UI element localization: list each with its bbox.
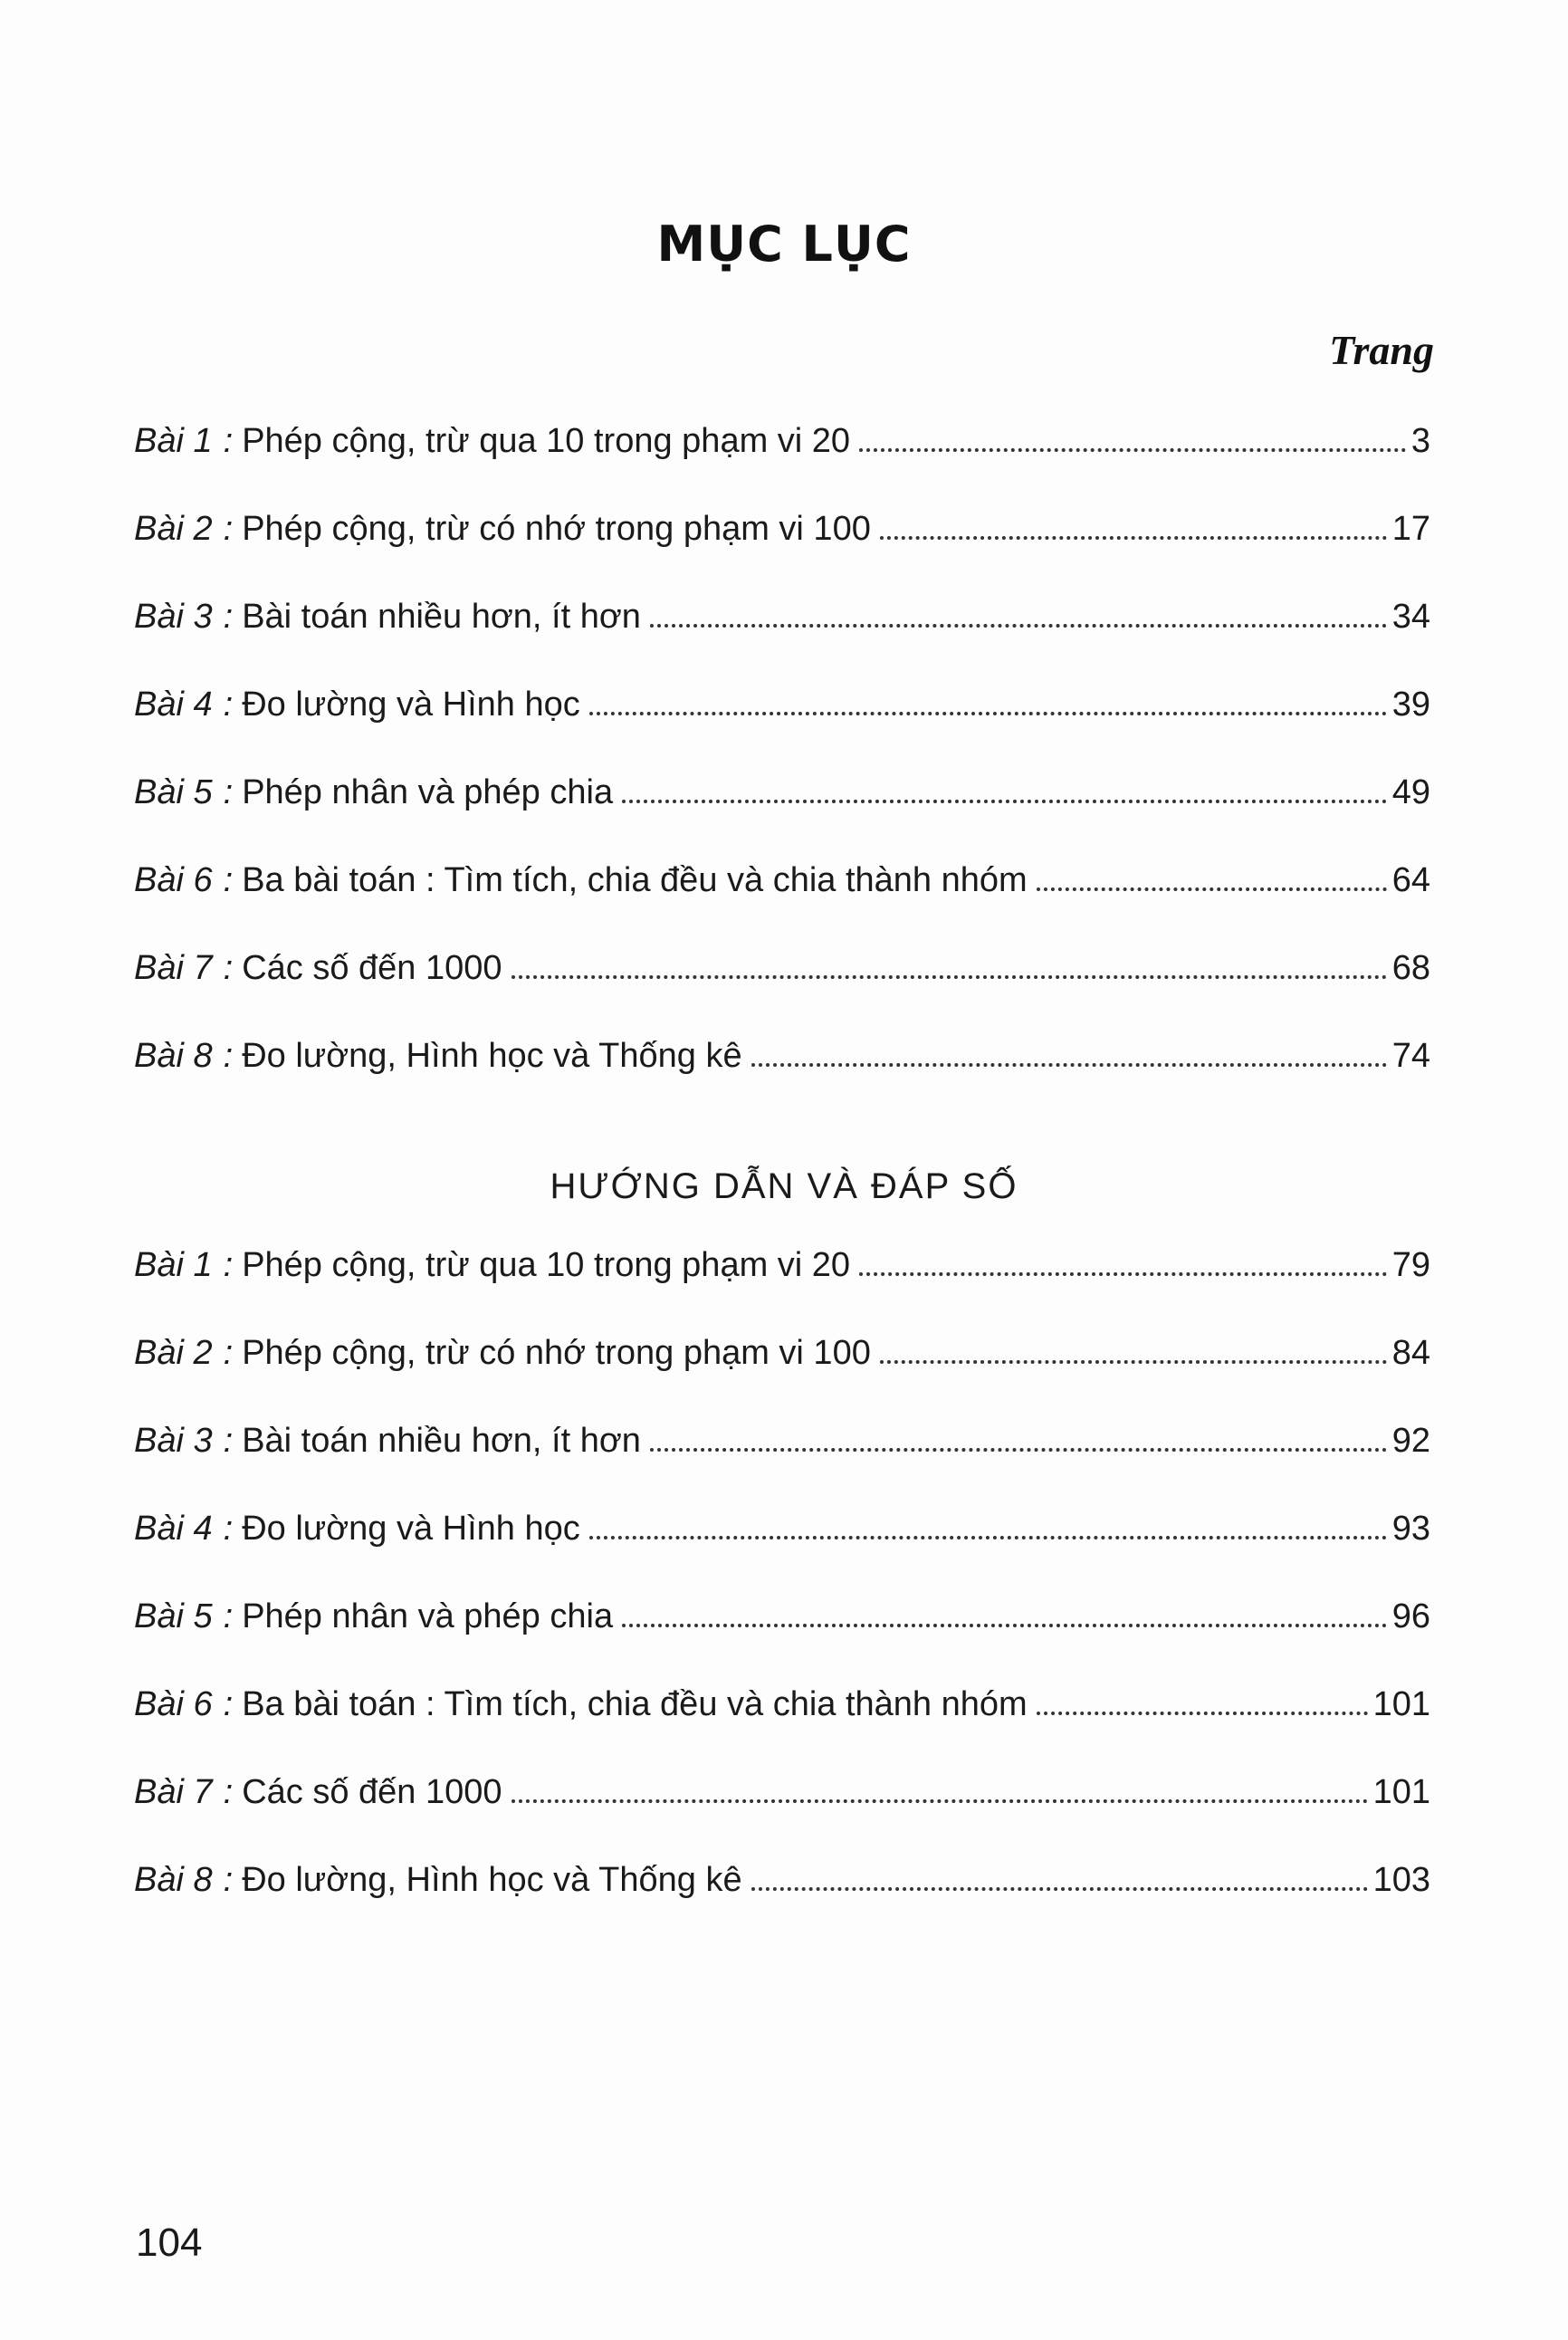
entry-page-number: 34 (1391, 598, 1430, 636)
entry-page-number: 84 (1391, 1334, 1430, 1372)
entry-title: Phép nhân và phép chia (242, 1597, 614, 1635)
dot-leader (880, 1360, 1387, 1364)
entry-page-number: 96 (1391, 1597, 1430, 1635)
dot-leader (512, 975, 1387, 979)
entry-separator: : (223, 598, 234, 636)
entry-page-number: 3 (1410, 422, 1430, 460)
entry-separator: : (223, 1246, 234, 1284)
entry-separator: : (223, 510, 234, 548)
entry-label: Bài 8 (134, 1861, 213, 1899)
entry-label: Bài 1 (134, 1246, 213, 1284)
entry-page-number: 74 (1391, 1037, 1430, 1075)
toc-entry (134, 1418, 1430, 1506)
entry-title: Đo lường và Hình học (242, 1510, 580, 1548)
dot-leader (751, 1063, 1387, 1067)
entry-page-number: 49 (1391, 773, 1430, 811)
toc-entry (134, 594, 1430, 682)
entry-title: Phép cộng, trừ có nhớ trong phạm vi 100 (242, 1334, 871, 1372)
entry-separator: : (223, 1334, 234, 1372)
entry-label: Bài 6 (134, 1685, 213, 1723)
dot-leader (751, 1887, 1368, 1891)
toc-entry (134, 770, 1430, 858)
entry-title: Ba bài toán : Tìm tích, chia đều và chia thành nhóm (242, 861, 1028, 899)
entry-page-number: 39 (1391, 686, 1430, 724)
entry-title: Phép cộng, trừ có nhớ trong phạm vi 100 (242, 510, 871, 548)
dot-leader (589, 1536, 1387, 1539)
toc-entry (134, 682, 1430, 770)
entry-separator: : (223, 861, 234, 899)
entry-label: Bài 4 (134, 686, 213, 724)
entry-label: Bài 5 (134, 1597, 213, 1635)
entry-separator: : (223, 1037, 234, 1075)
entry-label: Bài 3 (134, 1422, 213, 1460)
entry-title: Phép cộng, trừ qua 10 trong phạm vi 20 (242, 422, 851, 460)
page-column-header: Trang (1329, 327, 1434, 373)
toc-entry (134, 945, 1430, 1033)
entry-separator: : (223, 773, 234, 811)
dot-leader (622, 1624, 1387, 1627)
entry-page-number: 17 (1391, 510, 1430, 548)
entry-page-number: 93 (1391, 1510, 1430, 1548)
toc-entry (134, 858, 1430, 945)
entry-title: Phép nhân và phép chia (242, 773, 614, 811)
entry-label: Bài 4 (134, 1510, 213, 1548)
page-number: 104 (136, 2220, 203, 2265)
entry-title: Đo lường và Hình học (242, 686, 580, 724)
dot-leader (859, 448, 1406, 452)
dot-leader (1037, 1712, 1368, 1715)
dot-leader (512, 1799, 1368, 1803)
entry-label: Bài 8 (134, 1037, 213, 1075)
dot-leader (650, 1448, 1387, 1452)
entry-label: Bài 6 (134, 861, 213, 899)
entry-title: Bài toán nhiều hơn, ít hơn (242, 598, 641, 636)
entry-label: Bài 2 (134, 1334, 213, 1372)
dot-leader (880, 536, 1387, 540)
entry-page-number: 103 (1372, 1861, 1430, 1899)
toc-entry (134, 1330, 1430, 1418)
toc-entry (134, 1857, 1430, 1945)
entry-label: Bài 7 (134, 1773, 213, 1811)
entry-title: Đo lường, Hình học và Thống kê (242, 1861, 742, 1899)
entry-separator: : (223, 1861, 234, 1899)
dot-leader (1037, 887, 1387, 891)
toc-entry (134, 418, 1430, 506)
entry-separator: : (223, 686, 234, 724)
entry-separator: : (223, 1597, 234, 1635)
entry-title: Đo lường, Hình học và Thống kê (242, 1037, 742, 1075)
entry-page-number: 101 (1372, 1685, 1430, 1723)
page-title: MỤC LỤC (656, 216, 912, 273)
entry-title: Các số đến 1000 (242, 1773, 502, 1811)
entry-page-number: 79 (1391, 1246, 1430, 1284)
entry-separator: : (223, 1685, 234, 1723)
entry-label: Bài 5 (134, 773, 213, 811)
toc-entry (134, 1769, 1430, 1857)
toc-entry (134, 1242, 1430, 1330)
entry-separator: : (223, 1422, 234, 1460)
entry-separator: : (223, 1773, 234, 1811)
contents-list (134, 418, 1430, 1121)
entry-label: Bài 1 (134, 422, 213, 460)
entry-page-number: 64 (1391, 861, 1430, 899)
entry-separator: : (223, 422, 234, 460)
entry-title: Phép cộng, trừ qua 10 trong phạm vi 20 (242, 1246, 851, 1284)
entry-label: Bài 7 (134, 949, 213, 987)
answers-section-title: HƯỚNG DẪN VÀ ĐÁP SỐ (550, 1166, 1018, 1206)
entry-label: Bài 3 (134, 598, 213, 636)
toc-entry (134, 506, 1430, 594)
entry-separator: : (223, 1510, 234, 1548)
entry-label: Bài 2 (134, 510, 213, 548)
dot-leader (650, 624, 1387, 628)
toc-entry (134, 1506, 1430, 1594)
entry-page-number: 101 (1372, 1773, 1430, 1811)
dot-leader (859, 1272, 1387, 1276)
entry-page-number: 92 (1391, 1422, 1430, 1460)
entry-title: Bài toán nhiều hơn, ít hơn (242, 1422, 641, 1460)
toc-entry (134, 1033, 1430, 1121)
toc-entry (134, 1594, 1430, 1682)
entry-title: Các số đến 1000 (242, 949, 502, 987)
entry-title: Ba bài toán : Tìm tích, chia đều và chia thành nhóm (242, 1685, 1028, 1723)
dot-leader (589, 712, 1387, 715)
toc-entry (134, 1682, 1430, 1769)
entry-page-number: 68 (1391, 949, 1430, 987)
answers-list (134, 1242, 1430, 1945)
dot-leader (622, 800, 1387, 803)
entry-separator: : (223, 949, 234, 987)
